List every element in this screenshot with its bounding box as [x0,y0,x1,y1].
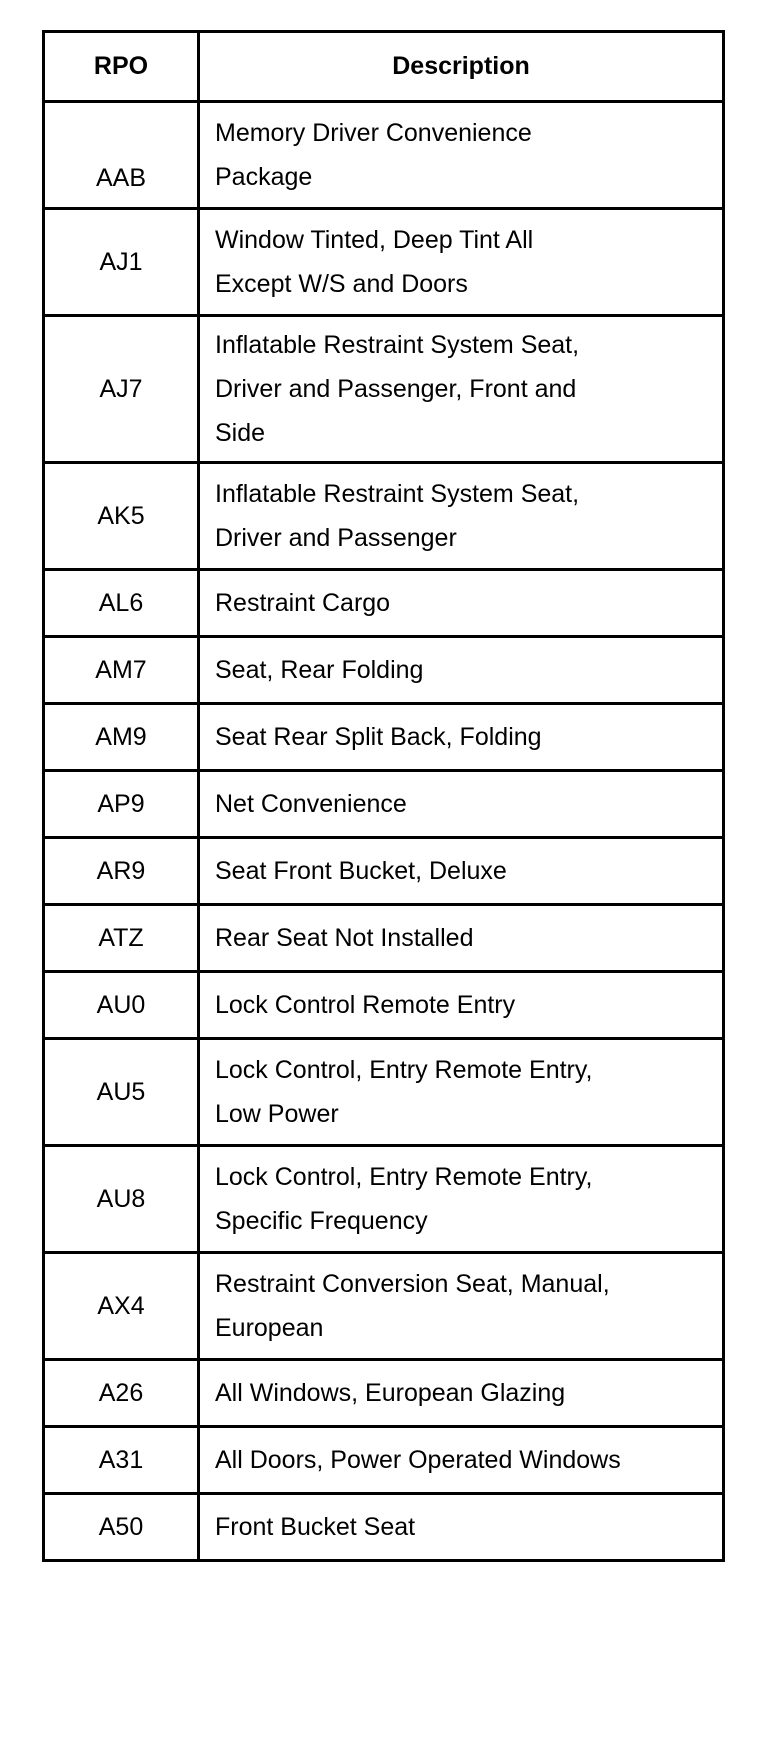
description-line: Inflatable Restraint System Seat, [215,331,580,359]
table-row [44,1039,724,1146]
description-column-header: Description [199,32,724,102]
description-line: Restraint Cargo [215,589,391,617]
description-line: Seat Rear Split Back, Folding [215,723,542,751]
description-cell [199,905,724,972]
table-row [44,1427,724,1494]
header-row [44,32,724,102]
table-row [44,972,724,1039]
table-row [44,1253,724,1360]
rpo-code-cell: A26 [44,1360,199,1427]
rpo-code-cell: ATZ [44,905,199,972]
description-cell [199,570,724,637]
description-line: Window Tinted, Deep Tint All [215,226,534,254]
rpo-code-cell: AP9 [44,771,199,838]
description-cell [199,316,724,463]
rpo-column-header: RPO [44,32,199,102]
table-row [44,1360,724,1427]
rpo-code-cell: AX4 [44,1253,199,1360]
table-row [44,102,724,209]
description-line: Side [215,419,266,447]
description-line: All Windows, European Glazing [215,1379,566,1407]
description-cell [199,838,724,905]
description-line: European [215,1314,324,1342]
table-row [44,838,724,905]
rpo-code-cell: AU8 [44,1146,199,1253]
table-row [44,463,724,570]
description-line: Low Power [215,1100,339,1128]
rpo-code-cell: A50 [44,1494,199,1561]
description-cell [199,209,724,316]
table-row [44,637,724,704]
description-cell [199,1146,724,1253]
description-line: Except W/S and Doors [215,270,468,298]
description-line: Package [215,163,313,191]
description-line: Seat Front Bucket, Deluxe [215,857,507,885]
description-line: Lock Control, Entry Remote Entry, [215,1163,593,1191]
description-cell [199,1253,724,1360]
description-line: Inflatable Restraint System Seat, [215,480,580,508]
rpo-code-cell: AM9 [44,704,199,771]
description-cell [199,972,724,1039]
table-row [44,316,724,463]
rpo-code-cell: AU5 [44,1039,199,1146]
description-line: Driver and Passenger [215,524,457,552]
description-line: Front Bucket Seat [215,1513,416,1541]
description-line: Lock Control Remote Entry [215,991,516,1019]
description-cell [199,704,724,771]
rpo-code-cell: AAB [44,102,199,209]
description-cell [199,637,724,704]
description-line: All Doors, Power Operated Windows [215,1446,621,1474]
table-row [44,1494,724,1561]
description-cell [199,463,724,570]
table-row [44,771,724,838]
rpo-code-cell: AR9 [44,838,199,905]
description-line: Rear Seat Not Installed [215,924,474,952]
table-row [44,905,724,972]
rpo-code-cell: AU0 [44,972,199,1039]
description-line: Memory Driver Convenience [215,119,532,147]
rpo-code-cell: A31 [44,1427,199,1494]
description-cell [199,102,724,209]
rpo-code-cell: AM7 [44,637,199,704]
description-line: Seat, Rear Folding [215,656,424,684]
description-line: Specific Frequency [215,1207,428,1235]
description-cell [199,1039,724,1146]
description-cell [199,1427,724,1494]
rpo-code-cell: AK5 [44,463,199,570]
table-header [44,32,724,102]
description-line: Lock Control, Entry Remote Entry, [215,1056,593,1084]
description-line: Driver and Passenger, Front and [215,375,577,403]
table-row [44,704,724,771]
description-cell [199,1360,724,1427]
description-line: Net Convenience [215,790,407,818]
rpo-code-cell: AL6 [44,570,199,637]
table-row [44,209,724,316]
table-row [44,570,724,637]
description-cell [199,771,724,838]
rpo-table [42,30,725,1562]
table-row [44,1146,724,1253]
description-line: Restraint Conversion Seat, Manual, [215,1270,610,1298]
rpo-code-cell: AJ7 [44,316,199,463]
description-cell [199,1494,724,1561]
table-body [44,102,724,1561]
rpo-code-cell: AJ1 [44,209,199,316]
